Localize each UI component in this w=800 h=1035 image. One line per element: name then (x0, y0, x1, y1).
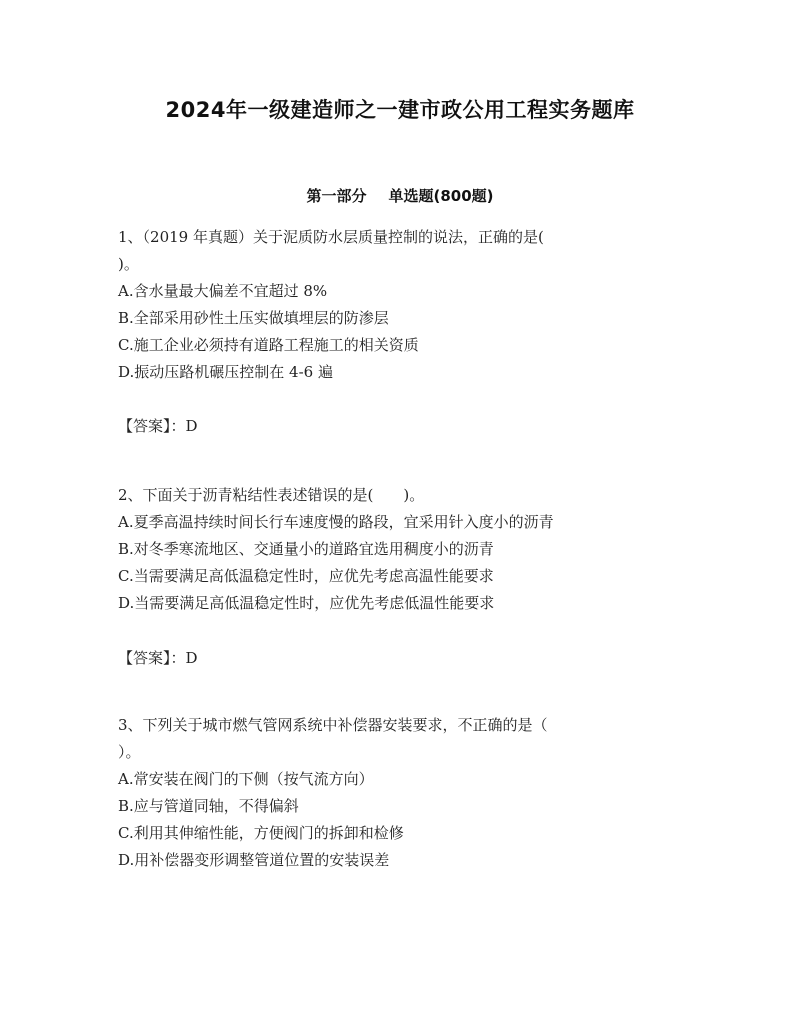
question-1-answer: 【答案】：D (118, 417, 198, 435)
question-1 (118, 224, 658, 386)
question-2-option-b: B.对冬季寒流地区、交通量小的道路宜选用稠度小的沥青 (118, 540, 494, 558)
section-part: 第一部分 (306, 187, 367, 205)
question-3-option-b: B.应与管道同轴，不得偏斜 (118, 797, 299, 815)
question-2 (118, 482, 658, 617)
question-2-option-a: A.夏季高温持续时间长行车速度慢的路段，宜采用针入度小的沥青 (118, 513, 554, 531)
question-1-option-b: B.全部采用砂性土压实做填埋层的防渗层 (118, 309, 389, 327)
document-title: 2024年一级建造师之一建市政公用工程实务题库 (165, 98, 635, 122)
question-3-option-c: C.利用其伸缩性能，方便阀门的拆卸和检修 (118, 824, 404, 842)
question-1-option-d: D.振动压路机碾压控制在 4-6 遍 (118, 363, 333, 381)
question-1-option-a: A.含水量最大偏差不宜超过 8% (118, 282, 328, 300)
section-name: 单选题(800题) (388, 187, 494, 205)
question-1-stem-line-1: 1、（2019 年真题）关于泥质防水层质量控制的说法，正确的是( (118, 228, 544, 246)
question-3 (118, 712, 658, 874)
question-2-answer: 【答案】：D (118, 649, 198, 667)
question-2-option-d: D.当需要满足高低温稳定性时，应优先考虑低温性能要求 (118, 594, 495, 612)
question-1-stem-line-2: )。 (118, 255, 139, 273)
question-3-option-a: A.常安装在阀门的下侧（按气流方向） (118, 770, 374, 788)
question-2-stem-line-1: 2、下面关于沥青粘结性表述错误的是( )。 (118, 486, 425, 504)
question-3-option-d: D.用补偿器变形调整管道位置的安装误差 (118, 851, 390, 869)
question-2-option-c: C.当需要满足高低温稳定性时，应优先考虑高温性能要求 (118, 567, 494, 585)
question-1-option-c: C.施工企业必须持有道路工程施工的相关资质 (118, 336, 419, 354)
section-heading (0, 185, 800, 206)
question-3-stem-line-1: 3、下列关于城市燃气管网系统中补偿器安装要求，不正确的是（ (118, 716, 548, 734)
question-3-stem-line-2: ）。 (118, 743, 141, 761)
